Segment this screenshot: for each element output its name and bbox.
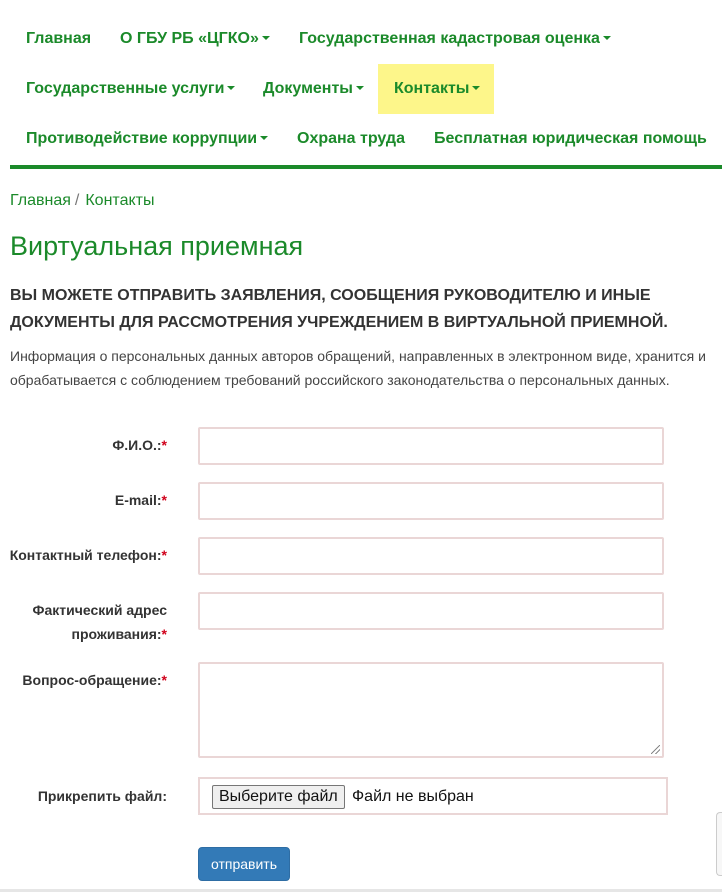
nav-divider [10,165,722,169]
caret-down-icon [260,136,268,140]
email-label [115,488,167,512]
fio-label [112,433,167,457]
nav-item-label: Главная [26,30,92,47]
nav-item-label: Охрана труда [297,130,405,147]
file-field [198,777,668,815]
caret-down-icon [472,86,480,90]
file-label-text: Прикрепить файл: [37,788,167,804]
caret-down-icon [227,86,235,90]
fio-input[interactable] [200,429,662,463]
nav-item-label: Противодействие коррупции [26,130,258,147]
nav-item-label: Контакты [394,80,470,97]
phone-label [10,543,167,567]
fio-label-text: Ф.И.О.: [112,437,162,453]
email-input[interactable] [200,484,662,518]
required-mark: * [161,547,167,563]
nav-item-contacts[interactable] [378,64,494,114]
page-subheading: ВЫ МОЖЕТЕ ОТПРАВИТЬ ЗАЯВЛЕНИЯ, СООБЩЕНИЯ РУКОВОДИТЕЛЮ И ИНЫЕ ДОКУМЕНТЫ ДЛЯ РАССМОТРЕНИЯ УЧРЕЖДЕНИЕМ В ВИРТУАЛЬНОЙ ПРИЕМНОЙ. [10,287,668,331]
address-label [33,598,167,646]
caret-down-icon [356,86,364,90]
phone-field-wrapper [198,537,664,575]
question-label-text: Вопрос-обращение: [22,672,162,688]
nav-item-label: Бесплатная юридическая помощь [434,130,707,147]
phone-input[interactable] [200,539,662,573]
required-mark: * [161,492,167,508]
question-field-wrapper [198,662,664,758]
caret-down-icon [262,36,270,40]
page-title: Виртуальная приемная [10,231,304,261]
main-nav [10,14,722,164]
submit-button[interactable]: отправить [198,847,290,881]
required-mark: * [161,626,167,642]
choose-file-button[interactable]: Выберите файл [212,785,345,809]
address-field-wrapper [198,592,664,630]
nav-item-label: Государственные услуги [26,80,225,97]
file-label [38,784,167,808]
nav-row-3 [10,114,722,164]
address-label-line2: проживания: [71,626,162,642]
nav-item-about[interactable] [120,14,270,64]
address-input[interactable] [200,594,662,628]
nav-item-label: О ГБУ РБ «ЦГКО» [120,30,259,47]
nav-item-home[interactable] [26,14,91,64]
breadcrumb [10,192,154,210]
fio-field-wrapper [198,427,664,465]
address-label-line1: Фактический адрес [32,602,167,618]
required-mark: * [161,672,167,688]
side-feedback-tab[interactable] [716,812,722,876]
file-status-text: Файл не выбран [352,788,474,805]
nav-item-labor-safety[interactable] [297,114,405,164]
breadcrumb-current[interactable]: Контакты [85,192,155,209]
phone-label-text: Контактный телефон: [9,547,162,563]
resize-grip-icon[interactable] [651,745,660,754]
nav-item-legal-aid[interactable] [434,114,707,164]
breadcrumb-home[interactable]: Главная [10,192,71,209]
nav-row-2 [10,64,722,114]
nav-item-anticorruption[interactable] [26,114,268,164]
required-mark: * [161,437,167,453]
nav-item-cadastral-valuation[interactable] [299,14,611,64]
email-label-text: E-mail: [114,492,162,508]
email-field-wrapper [198,482,664,520]
nav-item-label: Государственная кадастровая оценка [299,30,600,47]
question-label [22,668,167,692]
nav-item-services[interactable] [26,64,235,114]
breadcrumb-separator: / [74,192,80,209]
nav-row-1 [10,14,722,64]
caret-down-icon [603,36,611,40]
nav-item-label: Документы [263,80,353,97]
nav-item-documents[interactable] [263,64,364,114]
privacy-info-text: Информация о персональных данных авторов обращений, направленных в электронном виде, хранится и обрабатывается с соблюдением требований российского законодательства о персональных данных. [10,348,706,388]
question-textarea[interactable] [200,664,662,756]
